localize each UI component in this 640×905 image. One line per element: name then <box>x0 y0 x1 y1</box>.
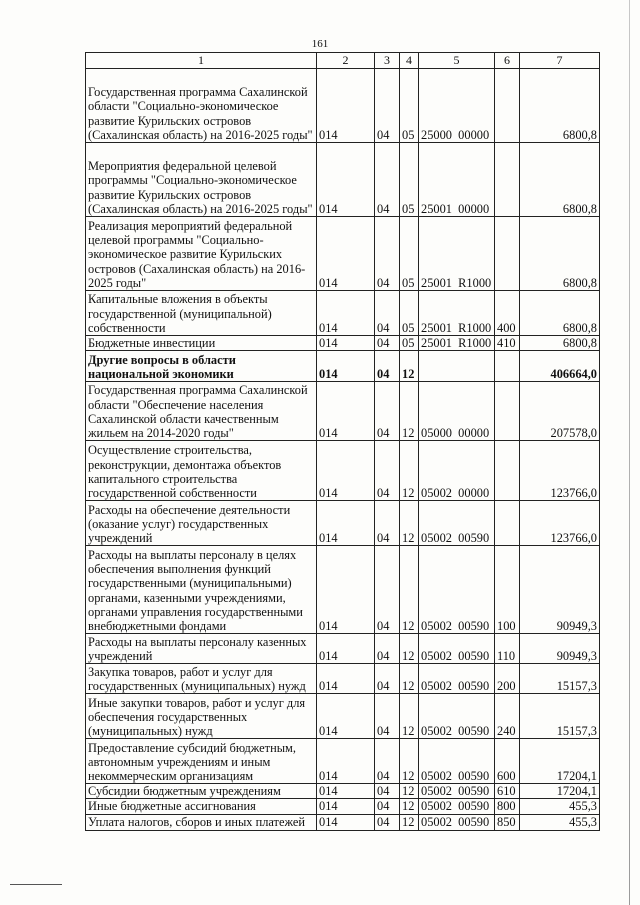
cell-amount: 15157,3 <box>520 694 600 739</box>
cell-expense-type: 850 <box>495 814 520 830</box>
cell-expense-type: 600 <box>495 739 520 784</box>
cell-section: 04 <box>375 143 400 217</box>
cell-expense-type <box>495 69 520 143</box>
cell-expense-type: 240 <box>495 694 520 739</box>
cell-admin-code: 014 <box>317 69 375 143</box>
cell-expense-type: 400 <box>495 291 520 336</box>
cell-target-article <box>419 351 495 382</box>
footer-rule <box>10 884 62 885</box>
cell-subsection: 12 <box>400 546 419 634</box>
cell-admin-code: 014 <box>317 143 375 217</box>
cell-section: 04 <box>375 814 400 830</box>
cell-name: Предоставление субсидий бюджетным, автономным учреждениям и иным некоммерческим организациям <box>86 739 317 784</box>
cell-name: Капитальные вложения в объекты государственной (муниципальной) собственности <box>86 291 317 336</box>
col-header-1: 1 <box>86 53 317 69</box>
cell-section: 04 <box>375 799 400 814</box>
cell-amount: 17204,1 <box>520 784 600 799</box>
scan-edge-shadow <box>629 0 630 905</box>
table-row <box>86 501 600 546</box>
cell-admin-code: 014 <box>317 217 375 291</box>
cell-section: 04 <box>375 69 400 143</box>
cell-amount: 123766,0 <box>520 501 600 546</box>
table-row <box>86 291 600 336</box>
cell-target-article: 25001 00000 <box>419 143 495 217</box>
cell-target-article: 05000 00000 <box>419 382 495 441</box>
cell-subsection: 12 <box>400 351 419 382</box>
cell-name: Бюджетные инвестиции <box>86 336 317 351</box>
cell-target-article: 05002 00000 <box>419 441 495 501</box>
page-number: 161 <box>311 38 329 50</box>
cell-expense-type <box>495 382 520 441</box>
cell-section: 04 <box>375 694 400 739</box>
table-row <box>86 634 600 664</box>
cell-target-article: 05002 00590 <box>419 694 495 739</box>
table-row <box>86 351 600 382</box>
table-row <box>86 799 600 814</box>
cell-subsection: 05 <box>400 217 419 291</box>
cell-admin-code: 014 <box>317 351 375 382</box>
cell-subsection: 12 <box>400 799 419 814</box>
cell-section: 04 <box>375 546 400 634</box>
cell-subsection: 12 <box>400 382 419 441</box>
cell-name: Реализация мероприятий федеральной целевой программы "Социально-экономическое развитие Курильских островов (Сахалинская область) на 2016-2025 годы" <box>86 217 317 291</box>
cell-section: 04 <box>375 336 400 351</box>
cell-subsection: 12 <box>400 664 419 694</box>
cell-subsection: 05 <box>400 69 419 143</box>
cell-subsection: 12 <box>400 814 419 830</box>
cell-subsection: 12 <box>400 784 419 799</box>
cell-admin-code: 014 <box>317 382 375 441</box>
table-row <box>86 814 600 830</box>
cell-amount: 6800,8 <box>520 69 600 143</box>
cell-admin-code: 014 <box>317 546 375 634</box>
cell-admin-code: 014 <box>317 799 375 814</box>
cell-admin-code: 014 <box>317 814 375 830</box>
cell-subsection: 12 <box>400 501 419 546</box>
table-body <box>86 69 600 831</box>
budget-table <box>85 52 600 831</box>
cell-admin-code: 014 <box>317 336 375 351</box>
cell-section: 04 <box>375 784 400 799</box>
cell-name: Закупка товаров, работ и услуг для государственных (муниципальных) нужд <box>86 664 317 694</box>
cell-target-article: 05002 00590 <box>419 634 495 664</box>
col-header-6: 6 <box>495 53 520 69</box>
cell-section: 04 <box>375 501 400 546</box>
header-row <box>86 53 600 69</box>
cell-expense-type: 100 <box>495 546 520 634</box>
table-row <box>86 382 600 441</box>
table-row <box>86 143 600 217</box>
table-row <box>86 69 600 143</box>
cell-amount: 17204,1 <box>520 739 600 784</box>
cell-name: Расходы на обеспечение деятельности (оказание услуг) государственных учреждений <box>86 501 317 546</box>
cell-section: 04 <box>375 217 400 291</box>
cell-subsection: 12 <box>400 739 419 784</box>
cell-amount: 6800,8 <box>520 143 600 217</box>
cell-section: 04 <box>375 382 400 441</box>
cell-amount: 90949,3 <box>520 634 600 664</box>
col-header-2: 2 <box>317 53 375 69</box>
col-header-5: 5 <box>419 53 495 69</box>
cell-target-article: 25001 R1000 <box>419 291 495 336</box>
cell-target-article: 05002 00590 <box>419 739 495 784</box>
cell-name: Уплата налогов, сборов и иных платежей <box>86 814 317 830</box>
table-row <box>86 441 600 501</box>
cell-admin-code: 014 <box>317 694 375 739</box>
cell-name: Мероприятия федеральной целевой программы "Социально-экономическое развитие Курильских островов (Сахалинская область) на 2016-2025 годы" <box>86 143 317 217</box>
cell-name: Иные бюджетные ассигнования <box>86 799 317 814</box>
cell-name: Расходы на выплаты персоналу казенных учреждений <box>86 634 317 664</box>
table-row <box>86 336 600 351</box>
cell-target-article: 05002 00590 <box>419 814 495 830</box>
cell-expense-type: 110 <box>495 634 520 664</box>
cell-target-article: 25000 00000 <box>419 69 495 143</box>
cell-admin-code: 014 <box>317 739 375 784</box>
table-row <box>86 784 600 799</box>
cell-target-article: 25001 R1000 <box>419 217 495 291</box>
cell-target-article: 05002 00590 <box>419 501 495 546</box>
cell-target-article: 05002 00590 <box>419 799 495 814</box>
cell-admin-code: 014 <box>317 441 375 501</box>
cell-section: 04 <box>375 739 400 784</box>
table-row <box>86 217 600 291</box>
cell-admin-code: 014 <box>317 784 375 799</box>
cell-amount: 15157,3 <box>520 664 600 694</box>
cell-amount: 455,3 <box>520 799 600 814</box>
cell-amount: 123766,0 <box>520 441 600 501</box>
cell-section: 04 <box>375 664 400 694</box>
cell-name: Расходы на выплаты персоналу в целях обеспечения выполнения функций государственными (муниципальными) органами, казенными учреждениями, органами управления государственными внебюджетными фондами <box>86 546 317 634</box>
cell-section: 04 <box>375 634 400 664</box>
cell-subsection: 05 <box>400 336 419 351</box>
cell-amount: 207578,0 <box>520 382 600 441</box>
table-row <box>86 664 600 694</box>
cell-target-article: 05002 00590 <box>419 664 495 694</box>
cell-expense-type <box>495 441 520 501</box>
cell-expense-type: 800 <box>495 799 520 814</box>
cell-amount: 6800,8 <box>520 291 600 336</box>
cell-amount: 6800,8 <box>520 217 600 291</box>
cell-amount: 406664,0 <box>520 351 600 382</box>
cell-amount: 6800,8 <box>520 336 600 351</box>
cell-target-article: 05002 00590 <box>419 546 495 634</box>
cell-target-article: 25001 R1000 <box>419 336 495 351</box>
cell-amount: 455,3 <box>520 814 600 830</box>
cell-name: Государственная программа Сахалинской области "Обеспечение населения Сахалинской области качественным жильем на 2014-2020 годы" <box>86 382 317 441</box>
col-header-7: 7 <box>520 53 600 69</box>
cell-target-article: 05002 00590 <box>419 784 495 799</box>
cell-name: Субсидии бюджетным учреждениям <box>86 784 317 799</box>
cell-subsection: 12 <box>400 694 419 739</box>
cell-section: 04 <box>375 441 400 501</box>
cell-expense-type: 410 <box>495 336 520 351</box>
cell-section: 04 <box>375 291 400 336</box>
cell-name: Государственная программа Сахалинской области "Социально-экономическое развитие Курильских островов (Сахалинская область) на 2016-2025 годы" <box>86 69 317 143</box>
table-row <box>86 694 600 739</box>
col-header-4: 4 <box>400 53 419 69</box>
cell-expense-type <box>495 351 520 382</box>
cell-section: 04 <box>375 351 400 382</box>
cell-admin-code: 014 <box>317 501 375 546</box>
cell-name: Осуществление строительства, реконструкции, демонтажа объектов капитального строительства государственной собственности <box>86 441 317 501</box>
cell-expense-type: 200 <box>495 664 520 694</box>
cell-subsection: 12 <box>400 634 419 664</box>
cell-admin-code: 014 <box>317 291 375 336</box>
cell-expense-type: 610 <box>495 784 520 799</box>
cell-expense-type <box>495 143 520 217</box>
col-header-3: 3 <box>375 53 400 69</box>
cell-subsection: 05 <box>400 143 419 217</box>
table-row <box>86 739 600 784</box>
table-row <box>86 546 600 634</box>
cell-subsection: 12 <box>400 441 419 501</box>
cell-subsection: 05 <box>400 291 419 336</box>
cell-admin-code: 014 <box>317 634 375 664</box>
cell-name: Другие вопросы в области национальной экономики <box>86 351 317 382</box>
cell-admin-code: 014 <box>317 664 375 694</box>
cell-expense-type <box>495 501 520 546</box>
cell-expense-type <box>495 217 520 291</box>
cell-amount: 90949,3 <box>520 546 600 634</box>
cell-name: Иные закупки товаров, работ и услуг для обеспечения государственных (муниципальных) нужд <box>86 694 317 739</box>
